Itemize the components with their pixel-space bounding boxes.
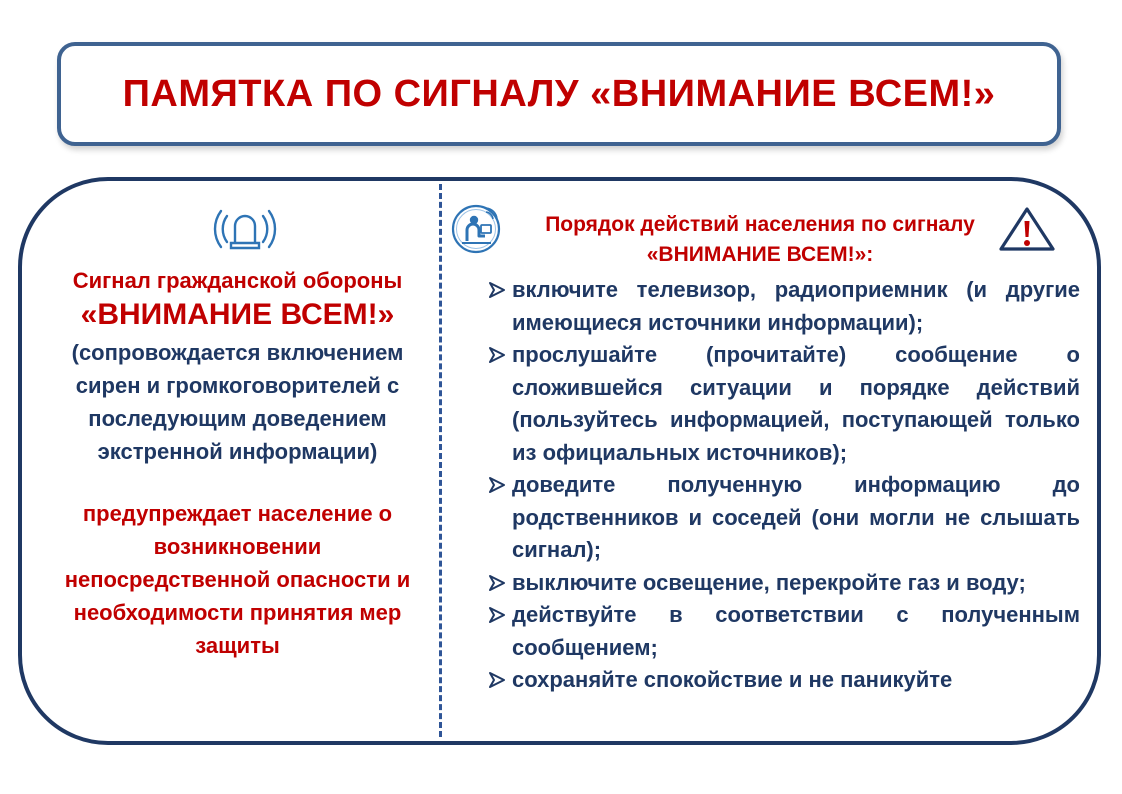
action-item (488, 567, 1080, 600)
action-item (488, 339, 1080, 469)
action-text: действуйте в соответствии с полученным сообщением; (512, 602, 1080, 660)
warning-line: возникновении (153, 534, 322, 559)
action-text: прослушайте (прочитайте) сообщение о сложившейся ситуации и порядке действий (пользуйтесь информацией, поступающей только из официальных источников); (512, 342, 1080, 465)
warning-line: защиты (195, 633, 280, 658)
action-item (488, 664, 1080, 697)
arrowhead-bullet-icon (488, 567, 510, 592)
actions-list (488, 274, 1080, 697)
arrowhead-bullet-icon (488, 469, 510, 494)
arrowhead-bullet-icon (488, 339, 510, 364)
siren-icon (213, 204, 277, 252)
description-line: сирен и громкоговорителей с (75, 373, 400, 398)
description-line: экстренной информации) (97, 439, 378, 464)
warning-line: предупреждает население о (82, 501, 393, 526)
actions-header (505, 210, 1015, 270)
arrowhead-bullet-icon (488, 664, 510, 689)
arrowhead-bullet-icon (488, 599, 510, 624)
signal-name: «ВНИМАНИЕ ВСЕМ!» (80, 298, 395, 331)
action-item (488, 469, 1080, 567)
arrowhead-bullet-icon (488, 274, 510, 299)
signal-lead: Сигнал гражданской обороны (72, 268, 403, 293)
description-line: последующим доведением (88, 406, 387, 431)
action-text: сохраняйте спокойствие и не паникуйте (512, 667, 953, 692)
action-item (488, 599, 1080, 664)
warning-line: непосредственной опасности и (64, 567, 411, 592)
warning-triangle-icon (998, 206, 1056, 252)
warning-line: необходимости принятия мер (73, 600, 402, 625)
title-banner (57, 42, 1061, 146)
signal-description (40, 264, 435, 662)
actions-header-line1: Порядок действий населения по сигналу (545, 213, 975, 236)
column-divider (439, 184, 442, 737)
action-text: доведите полученную информацию до родственников и соседей (они могли не слышать сигнал); (512, 472, 1080, 562)
person-at-computer-icon (450, 203, 502, 255)
warning-paragraph (40, 497, 435, 662)
action-text: включите телевизор, радиоприемник (и другие имеющиеся источники информации); (512, 277, 1080, 335)
action-item (488, 274, 1080, 339)
description-line: (сопровождается включением (71, 340, 404, 365)
action-text: выключите освещение, перекройте газ и воду; (512, 569, 1026, 595)
actions-header-line2: «ВНИМАНИЕ ВСЕМ!»: (646, 243, 874, 266)
page-title: ПАМЯТКА ПО СИГНАЛУ «ВНИМАНИЕ ВСЕМ!» (122, 72, 996, 115)
